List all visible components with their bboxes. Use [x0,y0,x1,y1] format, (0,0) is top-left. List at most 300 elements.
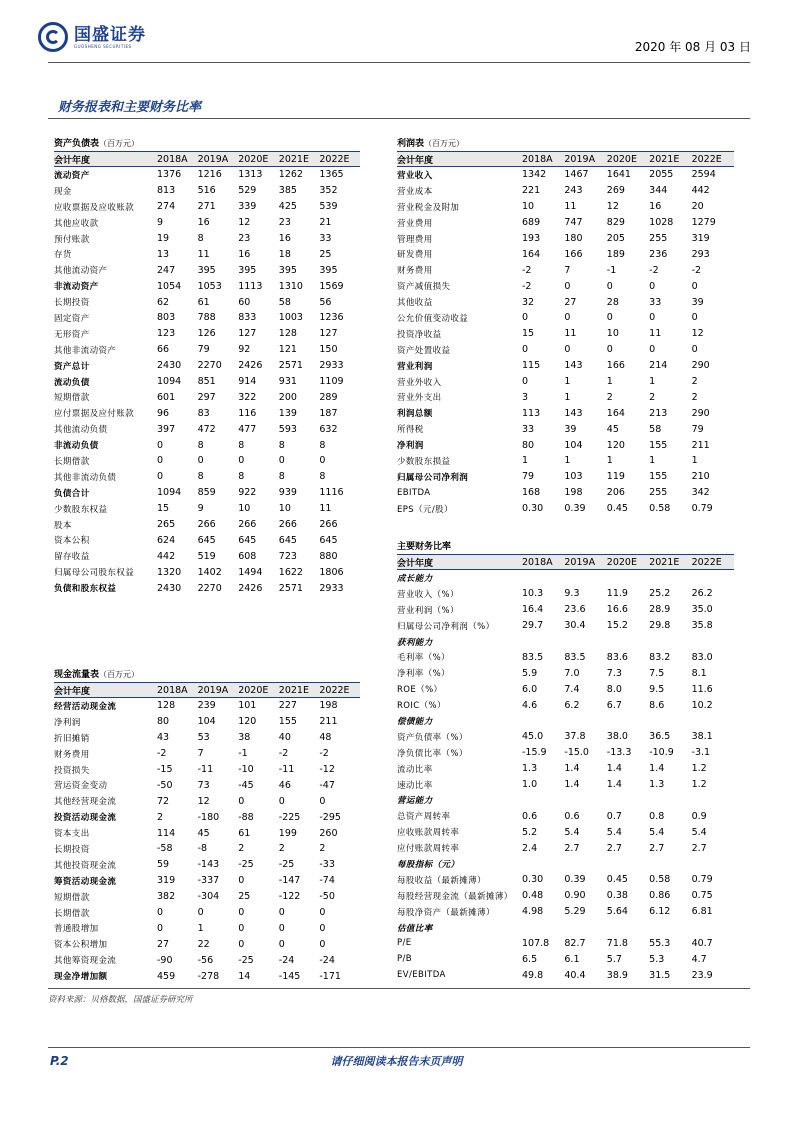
logo-text: 国盛证券 [74,24,146,45]
value-cell: 239 [197,700,216,712]
balance-sheet-table [54,152,360,596]
value-cell: -88 [238,811,254,823]
value-cell: -8 [197,843,208,855]
value-cell: 15 [522,328,535,340]
value-cell: 0 [278,907,285,919]
company-logo [38,22,146,52]
value-cell: 342 [691,487,710,499]
value-cell: 23 [238,233,251,244]
table-row [397,840,734,856]
value-cell: 39 [564,423,577,435]
table-row [397,421,734,437]
value-cell: 2430 [157,360,182,372]
value-cell: 5.4 [606,826,622,838]
value-cell: 32 [522,296,535,308]
value-cell: 1 [691,455,698,467]
value-cell: 11 [197,248,210,260]
row-label: 投资损失 [54,765,90,776]
value-cell: 40 [278,732,291,744]
header-year-cell: 2022E [692,152,734,167]
value-cell: 33 [649,296,662,308]
value-cell: 16.4 [522,604,544,616]
value-cell [564,570,606,586]
row-label: 营业成本 [397,186,433,197]
value-cell [522,920,564,936]
row-label: 资本支出 [54,829,90,840]
row-label: 每股收益（最新摊薄） [397,875,487,886]
value-cell: 14 [238,970,251,982]
table-row [54,246,360,262]
row-label: 其他经营现金流 [54,797,117,808]
value-cell: 0 [649,312,656,324]
value-cell: -50 [319,891,335,903]
page-header [0,0,793,70]
value-cell: 2270 [197,360,222,372]
value-cell: 7 [564,264,571,276]
value-cell: 803 [157,312,176,324]
value-cell: 0.8 [649,810,665,822]
row-label: 其他非流动资产 [54,345,117,356]
value-cell: 80 [522,439,535,451]
table-row [54,762,360,778]
source-note: 资料来源：贝格数据，国盛证券研究所 [48,995,193,1005]
row-label: 其他应收款 [54,218,99,229]
value-cell: 0 [278,938,285,950]
value-cell: 10 [238,503,251,515]
value-cell: 1 [522,455,529,467]
row-label: 固定资产 [54,313,90,324]
table-row [397,681,734,697]
value-cell: 206 [606,487,625,499]
header-year-cell: 2018A [522,555,564,570]
header-year-cell: 2019A [198,152,239,167]
value-cell: 1.2 [691,763,707,775]
value-cell: 319 [157,875,176,887]
value-cell: -278 [197,970,220,982]
header-label-cell: 会计年度 [54,152,157,167]
value-cell: 38 [238,732,251,744]
value-cell: 2055 [649,169,674,181]
value-cell: 236 [649,248,668,260]
value-cell: 45 [197,827,210,839]
value-cell: 73 [197,779,210,791]
table-row [54,714,360,730]
value-cell: 1216 [197,169,222,181]
value-cell [649,570,691,586]
value-cell: 29.8 [649,620,671,632]
value-cell: -33 [319,859,335,871]
value-cell: 442 [157,550,176,562]
page-number: P.2 [50,1054,69,1068]
value-cell: 2426 [238,582,263,594]
table-row [397,294,734,310]
value-cell [522,713,564,729]
row-label: 其他投资现金流 [54,860,117,871]
value-cell: 0 [319,455,326,467]
row-label: 其他收益 [397,298,433,309]
value-cell: 9 [197,503,204,515]
value-cell: 28.9 [649,604,671,616]
value-cell: 397 [157,423,176,435]
table-row [54,841,360,857]
value-cell: 29.7 [522,620,544,632]
table-row [54,453,360,469]
value-cell: 293 [691,248,710,260]
table-row [397,358,734,374]
value-cell: 0 [319,907,326,919]
value-cell: 290 [691,360,710,372]
value-cell: 189 [606,248,625,260]
table-row [54,199,360,215]
value-cell: 290 [691,407,710,419]
value-cell: 1.4 [649,763,665,775]
row-label: P/E [397,938,412,949]
value-cell: 0 [157,471,164,483]
value-cell: 62 [157,296,170,308]
table-row [54,342,360,358]
value-cell: 7.5 [649,667,665,679]
value-cell: 214 [649,360,668,372]
balance-sheet-panel [54,137,360,596]
value-cell: 101 [238,700,257,712]
value-cell: 6.0 [522,683,538,695]
value-cell: 0 [238,922,245,934]
header-year-cell: 2019A [564,555,606,570]
table-row [397,935,734,951]
table-row [54,501,360,517]
value-cell: 11.9 [606,588,628,600]
value-cell: 127 [238,328,257,340]
value-cell: 27 [157,938,170,950]
table-row [54,793,360,809]
value-cell [564,856,606,872]
value-cell: 43 [157,732,170,744]
row-label: 流动资产 [54,170,90,181]
value-cell: -2 [649,264,659,276]
value-cell [692,634,734,650]
value-cell: 0 [606,312,613,324]
table-row [397,888,734,904]
header-year-cell: 2020E [607,555,649,570]
value-cell: 747 [564,217,583,229]
value-cell: 0 [238,455,245,467]
value-cell: 66 [157,344,170,356]
value-cell: 0.48 [522,890,544,902]
row-label: 每股经营现金流（最新摊薄） [397,891,513,902]
value-cell: 0 [649,280,656,292]
value-cell: 266 [319,519,338,531]
value-cell: 120 [238,716,257,728]
value-cell: 35.8 [691,620,713,632]
value-cell: 1 [197,922,204,934]
value-cell: 205 [606,233,625,244]
value-cell: 6.7 [606,699,622,711]
value-cell: 4.98 [522,906,544,918]
value-cell: 11 [564,201,577,213]
value-cell: 143 [564,360,583,372]
value-cell: 5.7 [606,953,622,965]
value-cell: 2933 [319,582,344,594]
value-cell: 0.86 [649,890,671,902]
value-cell: 221 [522,185,541,197]
value-cell [649,634,691,650]
value-cell: 442 [691,185,710,197]
value-cell: 15 [157,503,170,515]
value-cell: 12 [691,328,704,340]
header-year-cell: 2021E [649,555,691,570]
table-row [397,246,734,262]
value-cell: -337 [197,875,220,887]
value-cell: 459 [157,970,176,982]
value-cell: 9.3 [564,588,580,600]
table-row [397,389,734,405]
income-statement-panel [397,137,734,517]
row-label: 毛利率（%） [397,653,450,664]
table-row [54,889,360,905]
value-cell: -50 [157,779,173,791]
value-cell: 2 [278,843,285,855]
value-cell: 113 [522,407,541,419]
table-row [54,936,360,952]
value-cell: 200 [278,391,297,403]
table-row [54,548,360,564]
value-cell: 4.6 [522,699,538,711]
value-cell: -2 [522,280,532,292]
table-row [54,905,360,921]
value-cell: 16.6 [606,604,628,616]
value-cell: 385 [278,185,297,197]
table-row [397,665,734,681]
value-cell: 1622 [278,566,303,578]
value-cell: 922 [238,487,257,499]
table-row [397,501,734,517]
row-label: 营业利润 [397,361,433,372]
table-row [54,517,360,533]
table-row [54,952,360,968]
header-label-cell: 会计年度 [397,555,522,570]
row-label: 净负债比率（%） [397,748,468,759]
value-cell: 16 [197,217,210,229]
value-cell: 289 [319,391,338,403]
value-cell: 5.4 [649,826,665,838]
value-cell: 16 [278,233,291,244]
value-cell: 1 [606,376,613,388]
value-cell: -1 [606,264,617,276]
row-label: 应收票据及应收账款 [54,202,135,213]
value-cell: 2 [649,391,656,403]
value-cell: 2571 [278,360,303,372]
row-label: EBITDA [397,487,431,498]
table-row [397,634,734,650]
value-cell: 25.2 [649,588,671,600]
value-cell: 33 [522,423,535,435]
value-cell: 48 [319,732,332,744]
value-cell: 119 [606,471,625,483]
value-cell: 126 [197,328,216,340]
value-cell: 0 [238,907,245,919]
value-cell: 914 [238,376,257,388]
value-cell: 0 [238,875,245,887]
value-cell: -225 [278,811,301,823]
value-cell: 31.5 [649,969,671,981]
value-cell: 645 [197,534,216,546]
table-row [397,453,734,469]
row-label: 所得税 [397,425,424,436]
value-cell: 477 [238,423,257,435]
table-row [54,730,360,746]
value-cell: 8 [278,471,285,483]
value-cell: 104 [197,716,216,728]
value-cell: 1262 [278,169,303,181]
row-label: P/B [397,954,413,965]
value-cell: 25 [319,248,332,260]
row-label: ROIC（%） [397,701,446,712]
value-cell: 1365 [319,169,344,181]
value-cell: 2.7 [606,842,622,854]
value-cell: 36.5 [649,731,671,743]
value-cell: 40.4 [564,969,586,981]
value-cell: 37.8 [564,731,586,743]
value-cell: 83.2 [649,651,671,663]
value-cell: -180 [197,811,220,823]
table-row [54,469,360,485]
row-label: 非流动负债 [54,441,99,452]
value-cell: 0.58 [649,874,671,886]
value-cell: 0 [157,922,164,934]
balance-sheet-title: 资产负债表（百万元） [54,137,360,152]
value-cell: 55.3 [649,937,671,949]
value-cell: 83.5 [564,651,586,663]
table-row [397,262,734,278]
header-year-cell: 2020E [607,152,649,167]
row-label: 流动比率 [397,764,433,775]
table-row [54,262,360,278]
row-label: 流动负债 [54,377,90,388]
income-statement-table [397,152,734,517]
section-title: 财务报表和主要财务比率 [58,100,202,115]
value-cell: 1 [564,391,571,403]
row-label: 现金 [54,186,72,197]
value-cell: 16 [649,201,662,213]
header-label-cell: 会计年度 [54,683,157,698]
value-cell: 266 [238,519,257,531]
value-cell: 12 [606,201,619,213]
value-cell: 10.3 [522,588,544,600]
value-cell: 260 [319,827,338,839]
value-cell: 6.12 [649,906,671,918]
value-cell: -45 [238,779,254,791]
value-cell: -74 [319,875,335,887]
value-cell: 271 [197,201,216,213]
value-cell: 61 [197,296,210,308]
report-date: 2020 年 08 月 03 日 [634,40,751,54]
value-cell: 210 [691,471,710,483]
value-cell [522,570,564,586]
value-cell: 8.1 [691,667,707,679]
table-row [397,374,734,390]
value-cell: 2.7 [564,842,580,854]
value-cell: 859 [197,487,216,499]
value-cell: 382 [157,891,176,903]
row-label: 营业收入（%） [397,589,459,600]
value-cell: 46 [278,779,291,791]
value-cell: 1467 [564,169,589,181]
header-year-cell: 2021E [649,152,691,167]
row-label: 管理费用 [397,234,433,245]
table-row [54,215,360,231]
value-cell: 143 [564,407,583,419]
row-label: 应收账款周转率 [397,828,460,839]
value-cell: 79 [197,344,210,356]
value-cell: 26.2 [691,588,713,600]
value-cell: 624 [157,534,176,546]
value-cell: 79 [522,471,535,483]
value-cell: 13 [157,248,170,260]
row-label: 偿债能力 [397,716,433,727]
row-label: 折旧摊销 [54,733,90,744]
row-label: 资产处置收益 [397,345,451,356]
value-cell: 0.30 [522,503,544,515]
row-label: 少数股东损益 [397,456,451,467]
value-cell: 2.4 [522,842,538,854]
value-cell: 11 [319,503,332,515]
table-row [397,618,734,634]
value-cell: 128 [157,700,176,712]
value-cell: 1.3 [649,779,665,791]
value-cell: 0 [319,795,326,807]
table-row [397,167,734,183]
value-cell: 11 [564,328,577,340]
value-cell: 1.0 [522,779,538,791]
row-label: 其他筹资现金流 [54,956,117,967]
value-cell: -15 [157,764,173,775]
value-cell: 529 [238,185,257,197]
value-cell: 8.6 [649,699,665,711]
value-cell: 198 [319,700,338,712]
row-label: 资产负债率（%） [397,732,468,743]
value-cell: 1 [564,376,571,388]
table-header-row [54,152,360,167]
value-cell: -15.9 [522,747,547,759]
row-label: 无形资产 [54,329,90,340]
value-cell [692,792,734,808]
value-cell: 2 [319,843,326,855]
value-cell: 5.2 [522,826,538,838]
value-cell: 269 [606,185,625,197]
value-cell: 0 [278,795,285,807]
value-cell: 25 [238,891,251,903]
value-cell: 788 [197,312,216,324]
row-label: 资产总计 [54,361,90,372]
header-year-cell: 2018A [157,683,198,698]
value-cell: 2 [691,391,698,403]
value-cell: -10 [238,764,254,775]
value-cell: 0 [691,280,698,292]
value-cell: 1569 [319,280,344,292]
row-label: 其他流动负债 [54,425,108,436]
value-cell: 1 [649,376,656,388]
value-cell: 114 [157,827,176,839]
value-cell: 0 [319,922,326,934]
table-row [54,698,360,714]
value-cell: 59 [157,859,170,871]
value-cell: 2594 [691,169,716,181]
value-cell: -295 [319,811,341,823]
table-row [397,469,734,485]
row-label: 投资活动现金流 [54,813,117,824]
row-label: 财务费用 [397,266,433,277]
value-cell: -2 [278,748,289,760]
